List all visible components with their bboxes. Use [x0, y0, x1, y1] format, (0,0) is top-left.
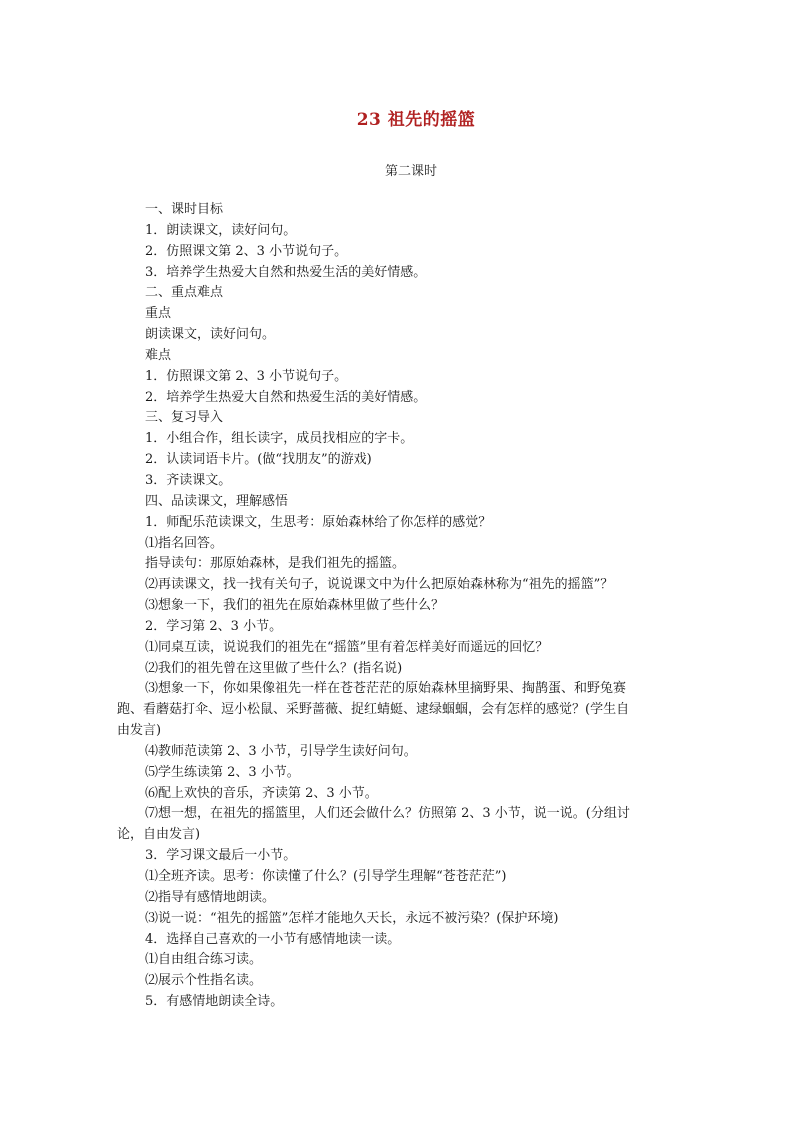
lesson-content — [117, 200, 675, 1013]
text-line: 2．仿照课文第 2、3 小节说句子。 — [145, 243, 348, 259]
text-line: 朗读课文，读好问句。 — [145, 327, 276, 343]
text-line: 指导读句：那原始森林，是我们祖先的摇篮。 — [145, 556, 406, 572]
text-line: 2．认读词语卡片。(做“找朋友”的游戏) — [145, 452, 372, 468]
text-line: 1．仿照课文第 2、3 小节说句子。 — [145, 368, 348, 384]
text-line: 2．培养学生热爱大自然和热爱生活的美好情感。 — [145, 389, 427, 405]
text-line: ⑹配上欢快的音乐，齐读第 2、3 小节。 — [145, 785, 378, 801]
text-line: 1．小组合作，组长读字，成员找相应的字卡。 — [145, 431, 414, 447]
text-line: ⑵展示个性指名读。 — [145, 973, 263, 989]
paragraph-imagine — [117, 679, 675, 742]
text-line: 三、复习导入 — [145, 410, 224, 426]
text-line: 2．学习第 2、3 小节。 — [145, 618, 283, 634]
paragraph-line: 论，自由发言) — [117, 827, 201, 843]
text-line: 5．有感情地朗读全诗。 — [145, 994, 284, 1010]
text-line: ⑵再读课文，找一找有关句子，说说课文中为什么把原始森林称为“祖先的摇篮”？ — [145, 577, 614, 593]
text-line: ⑴同桌互读，说说我们的祖先在“摇篮”里有着怎样美好而遥远的回忆？ — [145, 639, 549, 655]
text-line: ⑶说一说：“祖先的摇篮”怎样才能地久天长，永远不被污染？(保护环境) — [145, 910, 559, 926]
page-subtitle: 第二课时 — [384, 164, 437, 179]
text-line: 难点 — [145, 347, 172, 363]
paragraph-line: ⑶想象一下，你如果像祖先一样在苍苍茫茫的原始森林里摘野果、掏鹊蛋、和野兔赛 — [145, 681, 627, 697]
text-line: ⑸学生练读第 2、3 小节。 — [145, 764, 300, 780]
text-line: 一、课时目标 — [145, 202, 224, 217]
text-line: 4．选择自己喜欢的一小节有感情地读一读。 — [145, 931, 401, 947]
text-line: 3．培养学生热爱大自然和热爱生活的美好情感。 — [145, 264, 427, 280]
paragraph-think — [117, 804, 675, 846]
text-line: 3．齐读课文。 — [145, 472, 232, 488]
text-line: ⑷教师范读第 2、3 小节，引导学生读好问句。 — [145, 743, 417, 759]
text-line: 二、重点难点 — [145, 285, 224, 301]
text-line: 3．学习课文最后一小节。 — [145, 848, 297, 864]
text-line: ⑵指导有感情地朗读。 — [145, 889, 276, 905]
text-line: 四、品读课文，理解感悟 — [145, 493, 289, 509]
text-line: ⑴全班齐读。思考：你读懂了什么？(引导学生理解“苍苍茫茫”) — [145, 869, 507, 884]
text-line: ⑴自由组合练习读。 — [145, 952, 263, 968]
paragraph-line: 由发言) — [117, 723, 162, 739]
text-line: ⑶想象一下，我们的祖先在原始森林里做了些什么？ — [145, 598, 445, 614]
paragraph-line: 跑、看蘑菇打伞、逗小松鼠、采野蔷薇、捉红蜻蜓、逮绿蝈蝈，会有怎样的感觉？(学生自 — [117, 702, 630, 718]
text-line: 1．朗读课文，读好问句。 — [145, 222, 297, 238]
paragraph-line: ⑺想一想，在祖先的摇篮里，人们还会做什么？仿照第 2、3 小节，说一说。(分组讨 — [145, 806, 630, 822]
text-line: ⑴指名回答。 — [145, 535, 224, 551]
text-line: ⑵我们的祖先曾在这里做了些什么？(指名说) — [145, 660, 403, 676]
text-line: 重点 — [145, 306, 172, 322]
text-line: 1．师配乐范读课文，生思考：原始森林给了你怎样的感觉？ — [145, 514, 492, 530]
page-title: 23 祖先的摇篮 — [356, 110, 476, 130]
